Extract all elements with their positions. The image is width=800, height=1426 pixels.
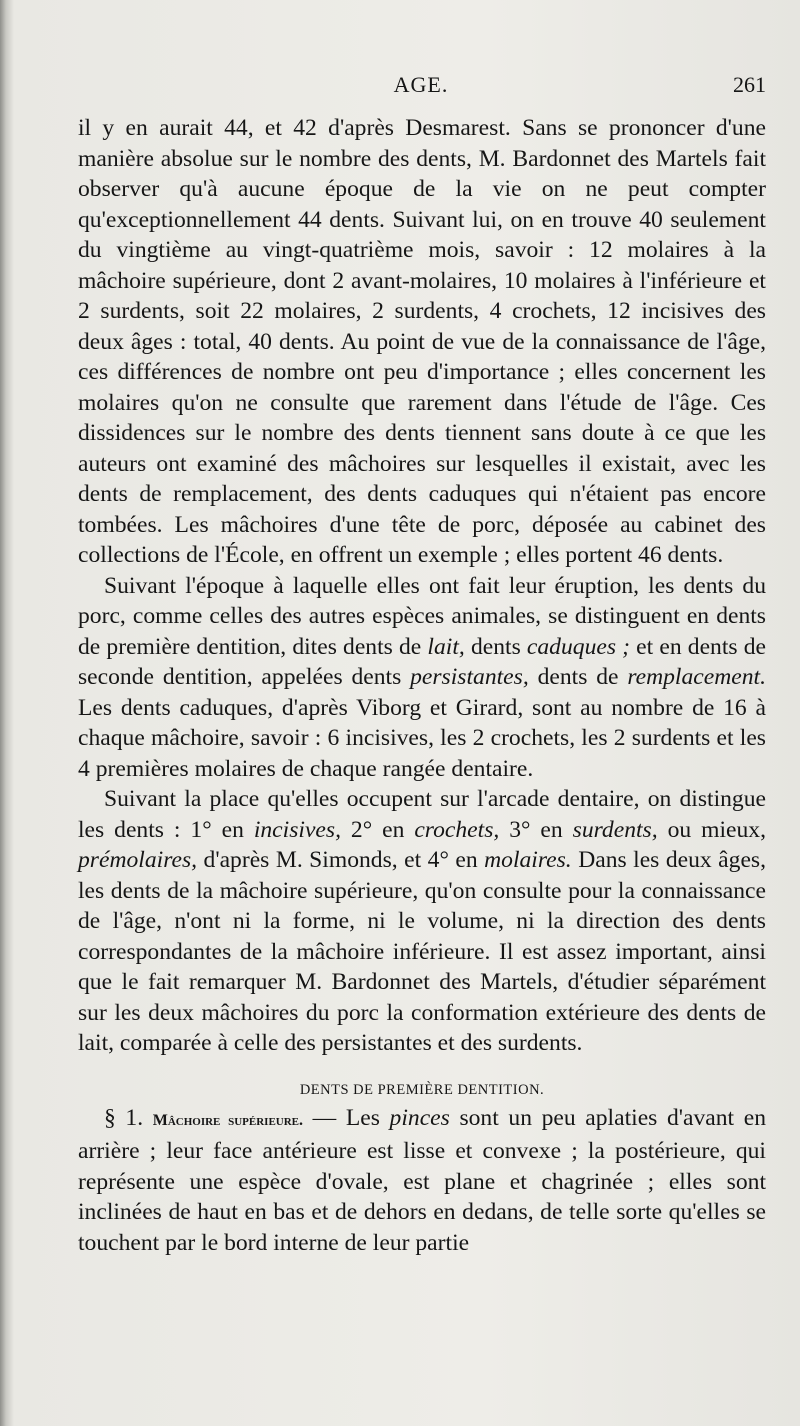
section-paragraph: [78, 1103, 766, 1259]
italic-term: incisives,: [253, 816, 341, 843]
italic-term: lait,: [427, 633, 465, 660]
running-head: [76, 72, 766, 102]
text-run: et en dents de seconde dentition, appelées dents: [78, 633, 766, 690]
italic-term: persistantes,: [410, 664, 529, 690]
italic-term: remplacement.: [627, 664, 766, 690]
italic-term: caduques ;: [526, 633, 631, 660]
text-run: 2° en: [340, 816, 415, 843]
italic-term: molaires.: [484, 847, 572, 873]
italic-term: crochets,: [414, 816, 500, 843]
section-heading: DENTS DE PREMIÈRE DENTITION.: [299, 1081, 545, 1098]
paragraph-3: [78, 784, 766, 1059]
text-run: sont un peu aplaties d'avant en arrière ; leur face antérieure est lisse et convexe ; la postérieure, qui représente une espèce d'ovale, est plane et chagrinée ; elles sont inclinées de haut en bas et de dehors en dedans, de telle sorte qu'elles se touchent par le bord interne de leur partie: [78, 1104, 766, 1256]
text-run: 3° en: [499, 816, 573, 843]
running-title: AGE.: [393, 72, 449, 97]
section-subtitle: Mâchoire supérieure.: [152, 1111, 304, 1129]
paragraph-1: [78, 113, 766, 571]
text-run: — Les: [303, 1104, 390, 1131]
text-run: Suivant l'époque à laquelle elles ont fait leur éruption, les dents du porc, comme celles des autres espèces animales, se distinguent en dents de première dentition, dites dents de: [78, 572, 766, 660]
italic-term: prémolaires,: [78, 847, 198, 873]
text-run: Les dents caduques, d'après Viborg et Girard, sont au nombre de 16 à chaque mâchoire, savoir : 6 incisives, les 2 crochets, les 2 surdents et les 4 premières molaires de chaque rangée dentaire.: [78, 694, 766, 782]
text-run: ou mieux,: [657, 816, 767, 843]
text-run: d'après M. Simonds, et 4° en: [197, 847, 485, 873]
section-number: § 1.: [104, 1104, 144, 1131]
text-run: il y en aurait 44, et 42 d'après Desmarest. Sans se prononcer d'une manière absolue sur le nombre des dents, M. Bardonnet des Martels fait observer qu'à aucune époque de la vie on ne peut compter qu'exceptionnellement 44 dents. Suivant lui, on en trouve 40 seulement du vingtième au vingt-quatrième mois, savoir : 12 molaires à la mâchoire supérieure, dont 2 avant-molaires, 10 molaires à l'inférieure et 2 surdents, soit 22 molaires, 2 surdents, 4 crochets, 12 incisives des deux âges : total, 40 dents. Au point de vue de la connaissance de l'âge, ces différences de nombre ont peu d'importance ; elles concernent les molaires qu'on ne consulte que rarement dans l'étude de l'âge. Ces dissidences sur le nombre des dents tiennent sans doute à ce que les auteurs ont examiné des mâchoires sur lesquelles il existait, avec les dents de remplacement, des dents caduques qui n'étaient pas encore tombées. Les mâchoires d'une tête de porc, déposée au cabinet des collections de l'École, en offrent un exemple ; elles portent 46 dents.: [78, 115, 766, 568]
body-text: [78, 113, 766, 1258]
page-number: 261: [733, 72, 766, 97]
italic-term: pinces: [389, 1104, 450, 1131]
text-run: Dans les deux âges, les dents de la mâchoire supérieure, qu'on consulte pour la connaissance de l'âge, n'ont ni la forme, ni le volume, ni la direction des dents correspondantes de la mâchoire inférieure. Il est assez important, ainsi que le fait remarquer M. Bardonnet des Martels, d'étudier séparément sur les deux mâchoires du porc la conformation extérieure des dents de lait, comparée à celle des persistantes et des surdents.: [78, 847, 766, 1056]
text-run: Suivant la place qu'elles occupent sur l'arcade dentaire, on distingue les dents : 1° en: [78, 786, 766, 843]
paragraph-2: [78, 571, 766, 785]
text-run: dents de: [528, 664, 628, 690]
text-run: dents: [464, 633, 527, 660]
italic-term: surdents,: [572, 816, 658, 843]
